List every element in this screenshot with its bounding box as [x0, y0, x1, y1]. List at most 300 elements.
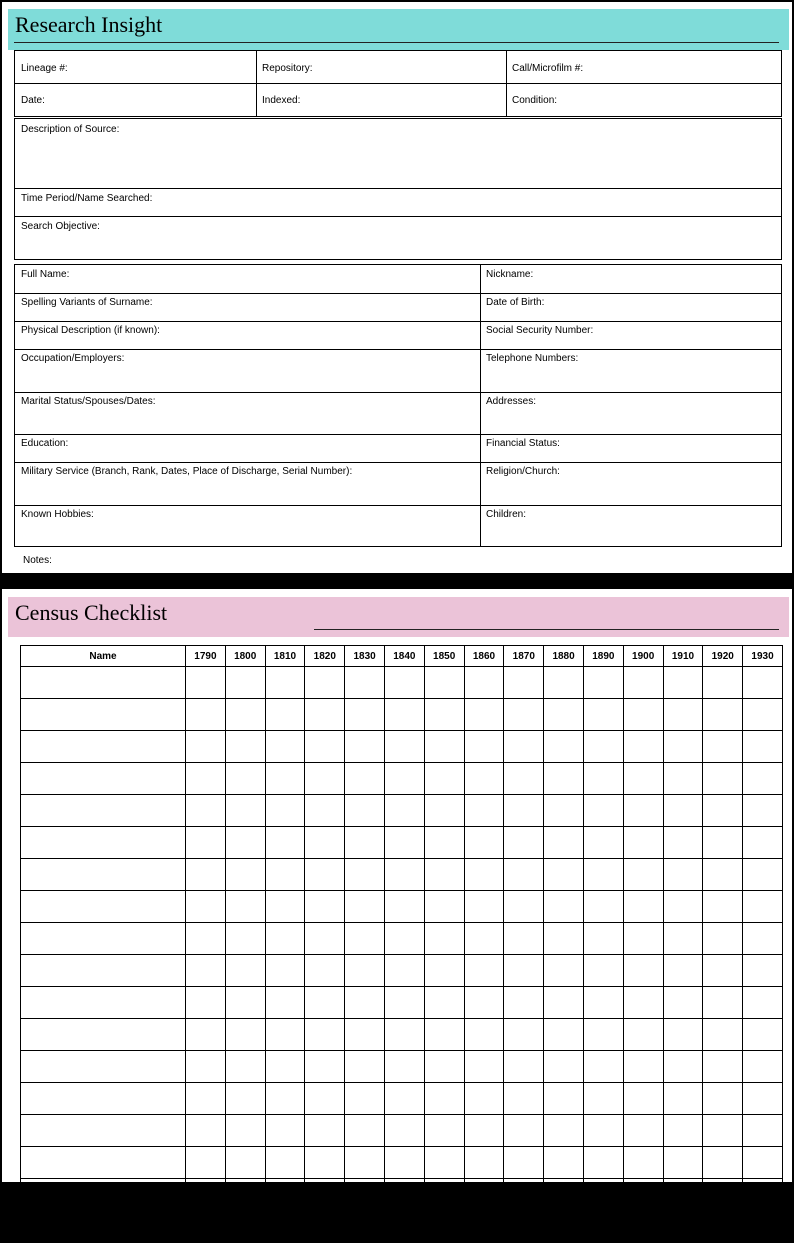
year-check-cell — [225, 1083, 265, 1115]
year-check-cell — [384, 923, 424, 955]
year-check-cell — [663, 731, 703, 763]
year-check-cell — [623, 827, 663, 859]
year-check-cell — [743, 1147, 783, 1179]
year-check-cell — [186, 667, 226, 699]
year-check-cell — [464, 763, 504, 795]
name-column-header: Name — [21, 646, 186, 667]
year-check-cell — [225, 763, 265, 795]
year-check-cell — [583, 1083, 623, 1115]
year-check-cell — [703, 667, 743, 699]
year-check-cell — [703, 1083, 743, 1115]
year-check-cell — [583, 699, 623, 731]
year-check-cell — [504, 1019, 544, 1051]
year-check-cell — [265, 667, 305, 699]
marital-status-input[interactable] — [21, 410, 476, 432]
year-check-cell — [345, 795, 385, 827]
census-row — [21, 667, 783, 699]
religion-input[interactable] — [486, 480, 776, 502]
year-check-cell — [265, 1211, 305, 1243]
year-check-cell — [265, 827, 305, 859]
year-check-cell — [345, 1051, 385, 1083]
year-check-cell — [225, 1211, 265, 1243]
year-check-cell — [583, 763, 623, 795]
year-check-cell — [186, 1115, 226, 1147]
education-input[interactable] — [80, 436, 475, 452]
year-check-cell — [225, 667, 265, 699]
name-input[interactable] — [21, 1182, 185, 1208]
addresses-label: Addresses: — [486, 396, 537, 407]
year-check-cell — [186, 699, 226, 731]
year-check-cell — [743, 1179, 783, 1211]
indexed-label: Indexed: — [262, 95, 301, 106]
row-divider — [15, 434, 781, 435]
year-check-cell — [265, 795, 305, 827]
source-table — [14, 50, 782, 117]
year-check-cell — [663, 763, 703, 795]
year-check-cell — [186, 859, 226, 891]
spelling-variants-label: Spelling Variants of Surname: — [21, 297, 153, 308]
year-check-cell — [384, 891, 424, 923]
year-check-cell — [743, 1083, 783, 1115]
year-column-header: 1910 — [663, 646, 703, 667]
year-check-cell — [623, 731, 663, 763]
year-check-cell — [583, 1179, 623, 1211]
name-cell — [21, 891, 186, 923]
year-check-cell — [703, 827, 743, 859]
year-check-cell — [186, 763, 226, 795]
year-check-cell — [424, 987, 464, 1019]
year-check-cell — [663, 1179, 703, 1211]
year-check-cell — [225, 923, 265, 955]
year-check-cell — [743, 699, 783, 731]
occupation-input[interactable] — [21, 367, 476, 389]
census-row — [21, 1051, 783, 1083]
year-check-cell — [743, 859, 783, 891]
search-objective-label: Search Objective: — [21, 221, 100, 232]
description-of-source-label: Description of Source: — [21, 124, 120, 135]
indexed-input[interactable] — [315, 93, 500, 109]
name-cell — [21, 923, 186, 955]
year-check-cell — [504, 1115, 544, 1147]
year-check-cell — [464, 699, 504, 731]
year-check-cell — [186, 1051, 226, 1083]
census-table — [20, 645, 783, 1243]
name-input[interactable] — [21, 1022, 185, 1048]
year-check-cell — [544, 1051, 584, 1083]
year-check-cell — [305, 763, 345, 795]
year-check-cell — [305, 667, 345, 699]
year-check-cell — [464, 987, 504, 1019]
year-check-cell — [544, 859, 584, 891]
year-check-cell — [305, 891, 345, 923]
children-input[interactable] — [486, 523, 776, 543]
year-check-cell — [703, 859, 743, 891]
year-check-cell — [544, 827, 584, 859]
year-check-cell — [623, 955, 663, 987]
name-input[interactable] — [21, 702, 185, 728]
year-check-cell — [225, 1051, 265, 1083]
year-check-cell — [384, 859, 424, 891]
year-check-cell — [305, 1051, 345, 1083]
name-input[interactable] — [21, 766, 185, 792]
name-input[interactable] — [21, 926, 185, 952]
year-check-cell — [186, 1211, 226, 1243]
year-check-cell — [583, 1115, 623, 1147]
name-input[interactable] — [21, 1150, 185, 1176]
name-input[interactable] — [21, 1118, 185, 1144]
lineage-label: Lineage #: — [21, 63, 68, 74]
marital-status-label: Marital Status/Spouses/Dates: — [21, 396, 156, 407]
year-check-cell — [464, 1211, 504, 1243]
name-input[interactable] — [21, 894, 185, 920]
full-name-label: Full Name: — [21, 269, 70, 280]
year-check-cell — [424, 1019, 464, 1051]
year-check-cell — [623, 763, 663, 795]
year-check-cell — [305, 1115, 345, 1147]
physical-description-label: Physical Description (if known): — [21, 325, 160, 336]
year-check-cell — [305, 859, 345, 891]
year-check-cell — [504, 1211, 544, 1243]
year-check-cell — [663, 891, 703, 923]
call-microfilm-input[interactable] — [595, 61, 775, 77]
year-check-cell — [623, 1179, 663, 1211]
year-column-header: 1880 — [544, 646, 584, 667]
notes-input[interactable] — [62, 553, 777, 569]
year-check-cell — [504, 1083, 544, 1115]
condition-label: Condition: — [512, 95, 558, 106]
year-check-cell — [623, 699, 663, 731]
year-check-cell — [305, 987, 345, 1019]
year-check-cell — [703, 731, 743, 763]
year-check-cell — [225, 987, 265, 1019]
name-cell — [21, 987, 186, 1019]
year-check-cell — [424, 1115, 464, 1147]
year-check-cell — [504, 891, 544, 923]
name-input[interactable] — [21, 1214, 185, 1240]
year-check-cell — [663, 1147, 703, 1179]
year-check-cell — [544, 1147, 584, 1179]
year-check-cell — [424, 955, 464, 987]
year-check-cell — [583, 1051, 623, 1083]
date-input[interactable] — [55, 93, 250, 109]
row-divider — [15, 83, 781, 84]
date-label: Date: — [21, 95, 45, 106]
column-divider — [480, 265, 481, 546]
full-name-input[interactable] — [85, 267, 475, 283]
row-divider — [15, 392, 781, 393]
repository-input[interactable] — [325, 61, 500, 77]
year-check-cell — [186, 955, 226, 987]
year-check-cell — [305, 827, 345, 859]
year-check-cell — [663, 987, 703, 1019]
year-check-cell — [663, 1051, 703, 1083]
column-divider — [256, 51, 257, 116]
title-underline — [14, 42, 779, 43]
name-cell — [21, 955, 186, 987]
year-check-cell — [384, 731, 424, 763]
year-check-cell — [703, 1147, 743, 1179]
lineage-input[interactable] — [75, 61, 250, 77]
year-check-cell — [583, 1211, 623, 1243]
year-check-cell — [424, 763, 464, 795]
year-check-cell — [305, 955, 345, 987]
year-check-cell — [504, 763, 544, 795]
year-check-cell — [663, 667, 703, 699]
year-check-cell — [384, 763, 424, 795]
date-of-birth-label: Date of Birth: — [486, 297, 545, 308]
year-check-cell — [384, 795, 424, 827]
financial-status-input[interactable] — [570, 436, 775, 452]
census-row — [21, 859, 783, 891]
year-check-cell — [464, 1115, 504, 1147]
year-check-cell — [743, 955, 783, 987]
year-check-cell — [464, 795, 504, 827]
name-cell — [21, 1179, 186, 1211]
year-check-cell — [504, 795, 544, 827]
year-check-cell — [345, 827, 385, 859]
year-check-cell — [504, 955, 544, 987]
nickname-input[interactable] — [545, 267, 775, 283]
year-check-cell — [623, 1147, 663, 1179]
name-cell — [21, 1019, 186, 1051]
name-cell — [21, 1083, 186, 1115]
ssn-input[interactable] — [605, 323, 775, 339]
year-check-cell — [703, 795, 743, 827]
year-check-cell — [345, 1147, 385, 1179]
name-cell — [21, 827, 186, 859]
year-check-cell — [464, 1051, 504, 1083]
year-column-header: 1840 — [384, 646, 424, 667]
year-check-cell — [265, 987, 305, 1019]
name-cell — [21, 699, 186, 731]
row-divider — [15, 293, 781, 294]
year-check-cell — [345, 667, 385, 699]
column-divider — [506, 51, 507, 116]
year-check-cell — [424, 1211, 464, 1243]
year-check-cell — [583, 795, 623, 827]
year-check-cell — [265, 1051, 305, 1083]
year-check-cell — [623, 1019, 663, 1051]
name-input[interactable] — [21, 670, 185, 696]
year-check-cell — [703, 955, 743, 987]
physical-description-input[interactable] — [175, 323, 475, 339]
year-check-cell — [305, 1083, 345, 1115]
name-cell — [21, 731, 186, 763]
condition-input[interactable] — [575, 93, 775, 109]
year-check-cell — [384, 1211, 424, 1243]
year-check-cell — [265, 731, 305, 763]
census-title-bar — [8, 597, 789, 637]
name-input[interactable] — [21, 734, 185, 760]
census-row — [21, 1211, 783, 1243]
addresses-input[interactable] — [486, 410, 776, 432]
year-check-cell — [305, 1211, 345, 1243]
name-input[interactable] — [21, 1054, 185, 1080]
year-check-cell — [345, 1083, 385, 1115]
census-header-row — [21, 646, 783, 667]
year-check-cell — [544, 1019, 584, 1051]
year-check-cell — [464, 923, 504, 955]
census-row — [21, 795, 783, 827]
year-check-cell — [186, 1083, 226, 1115]
name-cell — [21, 795, 186, 827]
year-check-cell — [583, 891, 623, 923]
row-divider — [15, 321, 781, 322]
census-row — [21, 1083, 783, 1115]
year-check-cell — [703, 1019, 743, 1051]
name-input[interactable] — [21, 830, 185, 856]
row-divider — [15, 505, 781, 506]
year-check-cell — [663, 1115, 703, 1147]
telephone-label: Telephone Numbers: — [486, 353, 579, 364]
name-input[interactable] — [21, 990, 185, 1016]
nickname-label: Nickname: — [486, 269, 534, 280]
year-check-cell — [743, 731, 783, 763]
year-check-cell — [345, 1179, 385, 1211]
year-check-cell — [424, 1083, 464, 1115]
year-check-cell — [623, 1083, 663, 1115]
year-check-cell — [544, 1115, 584, 1147]
year-check-cell — [544, 891, 584, 923]
year-check-cell — [424, 699, 464, 731]
year-column-header: 1810 — [265, 646, 305, 667]
military-service-input[interactable] — [21, 480, 476, 502]
research-title-bar — [8, 9, 789, 50]
description-of-source-input[interactable] — [21, 139, 771, 183]
time-period-input[interactable] — [165, 191, 775, 207]
year-check-cell — [504, 987, 544, 1019]
year-check-cell — [265, 1019, 305, 1051]
name-input[interactable] — [21, 958, 185, 984]
religion-label: Religion/Church: — [486, 466, 560, 477]
year-check-cell — [623, 859, 663, 891]
year-check-cell — [504, 1147, 544, 1179]
title-underline — [314, 629, 779, 630]
year-check-cell — [544, 923, 584, 955]
military-service-label: Military Service (Branch, Rank, Dates, Place of Discharge, Serial Number): — [21, 466, 353, 477]
ssn-label: Social Security Number: — [486, 325, 594, 336]
year-check-cell — [265, 1083, 305, 1115]
year-check-cell — [225, 1115, 265, 1147]
year-column-header: 1930 — [743, 646, 783, 667]
name-input[interactable] — [21, 798, 185, 824]
census-row — [21, 1019, 783, 1051]
year-check-cell — [225, 699, 265, 731]
search-objective-input[interactable] — [21, 236, 771, 256]
year-check-cell — [384, 827, 424, 859]
year-check-cell — [663, 1083, 703, 1115]
name-cell — [21, 667, 186, 699]
year-check-cell — [743, 1211, 783, 1243]
year-check-cell — [305, 699, 345, 731]
year-check-cell — [663, 827, 703, 859]
year-check-cell — [504, 859, 544, 891]
year-check-cell — [424, 1179, 464, 1211]
year-check-cell — [345, 955, 385, 987]
year-check-cell — [544, 795, 584, 827]
year-check-cell — [743, 667, 783, 699]
person-table — [14, 264, 782, 547]
year-check-cell — [504, 1051, 544, 1083]
year-check-cell — [345, 923, 385, 955]
year-check-cell — [464, 859, 504, 891]
year-check-cell — [623, 923, 663, 955]
year-check-cell — [424, 731, 464, 763]
name-input[interactable] — [21, 862, 185, 888]
year-check-cell — [225, 859, 265, 891]
year-check-cell — [544, 763, 584, 795]
year-check-cell — [305, 1179, 345, 1211]
year-check-cell — [345, 763, 385, 795]
year-check-cell — [384, 667, 424, 699]
year-check-cell — [544, 987, 584, 1019]
spelling-variants-input[interactable] — [165, 295, 475, 311]
year-check-cell — [186, 923, 226, 955]
year-check-cell — [305, 923, 345, 955]
census-row — [21, 987, 783, 1019]
year-check-cell — [265, 763, 305, 795]
year-check-cell — [265, 1147, 305, 1179]
census-row — [21, 699, 783, 731]
year-check-cell — [703, 1179, 743, 1211]
row-divider — [15, 188, 781, 189]
financial-status-label: Financial Status: — [486, 438, 560, 449]
year-column-header: 1790 — [186, 646, 226, 667]
year-check-cell — [265, 1179, 305, 1211]
year-check-cell — [345, 1115, 385, 1147]
year-check-cell — [743, 763, 783, 795]
year-check-cell — [186, 827, 226, 859]
row-divider — [15, 462, 781, 463]
year-check-cell — [305, 731, 345, 763]
year-check-cell — [703, 891, 743, 923]
year-check-cell — [743, 1019, 783, 1051]
census-row — [21, 1115, 783, 1147]
year-check-cell — [305, 1147, 345, 1179]
year-check-cell — [225, 827, 265, 859]
repository-label: Repository: — [262, 63, 313, 74]
year-check-cell — [663, 1211, 703, 1243]
year-check-cell — [424, 1051, 464, 1083]
year-check-cell — [464, 731, 504, 763]
known-hobbies-input[interactable] — [21, 523, 476, 543]
year-check-cell — [186, 891, 226, 923]
year-check-cell — [225, 795, 265, 827]
year-check-cell — [703, 1211, 743, 1243]
date-of-birth-input[interactable] — [555, 295, 775, 311]
year-check-cell — [583, 1019, 623, 1051]
year-check-cell — [464, 891, 504, 923]
year-check-cell — [186, 1179, 226, 1211]
census-row — [21, 1179, 783, 1211]
year-check-cell — [623, 667, 663, 699]
year-check-cell — [544, 667, 584, 699]
year-check-cell — [225, 1147, 265, 1179]
research-title: Research Insight — [15, 12, 163, 37]
year-check-cell — [424, 1147, 464, 1179]
year-check-cell — [504, 667, 544, 699]
name-input[interactable] — [21, 1086, 185, 1112]
year-check-cell — [583, 955, 623, 987]
row-divider — [15, 216, 781, 217]
year-check-cell — [345, 1211, 385, 1243]
name-cell — [21, 1051, 186, 1083]
year-check-cell — [265, 923, 305, 955]
year-check-cell — [743, 795, 783, 827]
telephone-input[interactable] — [486, 367, 776, 389]
year-check-cell — [504, 731, 544, 763]
census-row — [21, 955, 783, 987]
